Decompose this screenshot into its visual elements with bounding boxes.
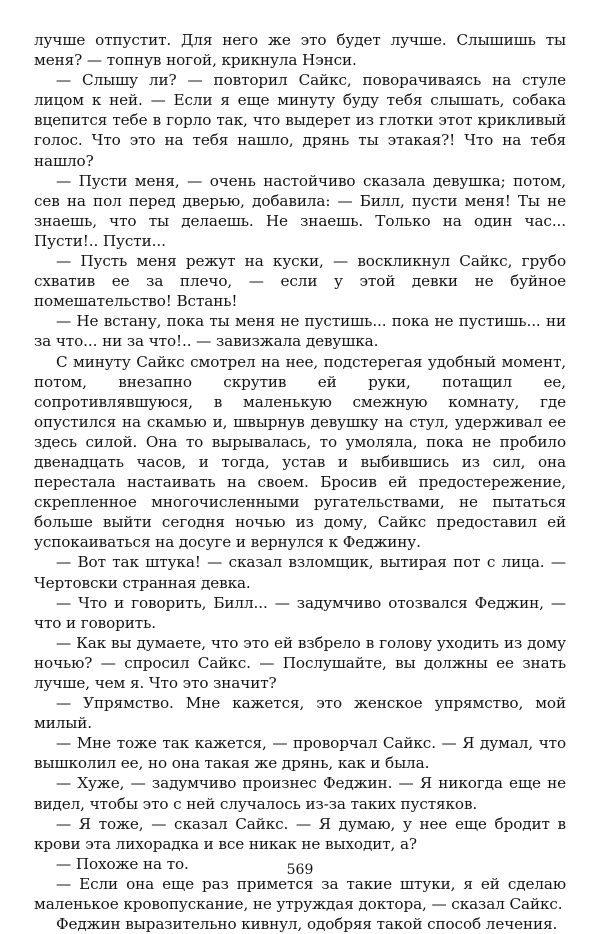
paragraph: — Если она еще раз примется за такие штуки, я ей сделаю маленькое кровопускание, не утруждая доктора, — сказал Сайкс. [34, 874, 566, 914]
paragraph: — Слышу ли? — повторил Сайкс, поворачиваясь на стуле лицом к ней. — Если я еще минуту буду тебя слышать, собака вцепится тебе в горло так, что выдерет из глотки этот крикливый голос. Что это на тебя нашло, дрянь ты этакая?! Что на тебя нашло? [34, 71, 566, 170]
paragraph: — Пусть меня режут на куски, — воскликнул Сайкс, грубо схватив ее за плечо, — если у этой девки не буйное помешательство! Встань! [34, 252, 566, 311]
paragraph: — Что и говорить, Билл... — задумчиво отозвался Феджин, — что и говорить. [34, 593, 566, 632]
paragraph: — Пусти меня, — очень настойчиво сказала девушка; потом, сев на пол перед дверью, добавила: — Билл, пусти меня! Ты не знаешь, что ты делаешь. Не знаешь. Только на один час... Пусти!.. Пусти... [34, 171, 566, 250]
paragraph: — Вот так штука! — сказал взломщик, вытирая пот с лица. — Чертовски странная девка. [34, 553, 566, 592]
paragraph: — Хуже, — задумчиво произнес Феджин. — Я никогда еще не видел, чтобы это с ней случалось из-за таких пустяков. [34, 774, 566, 813]
body-text [34, 30, 566, 934]
paragraph: Феджин выразительно кивнул, одобряя такой способ лечения. [56, 915, 558, 934]
paragraph: — Не встану, пока ты меня не пустишь... пока не пустишь... ни за что... ни за что!.. — завизжала девушка. [34, 312, 566, 351]
paragraph: С минуту Сайкс смотрел на нее, подстерегая удобный момент, потом, внезапно скрутив ей руки, потащил ее, сопротивлявшуюся, в маленькую смежную комнату, где опустился на скамью и, швырнув девушку на стул, удерживал ее здесь силой. Она то вырывалась, то умоляла, пока не пробило двенадцать часов, и тогда, устав и выбившись из сил, она перестала настаивать на своем. Бросив ей предостережение, скрепленное многочисленными ругательствами, не пытаться больше выйти сегодня ночью из дому, Сайкс предоставил ей успокаиваться на досуге и вернулся к Феджину. [34, 352, 566, 552]
paragraph-continuation: лучше отпустит. Для него же это будет лучше. Слышишь ты меня? — топнув ногой, крикнула Нэнси. [34, 31, 566, 70]
paragraph: — Я тоже, — сказал Сайкс. — Я думаю, у нее еще бродит в крови эта лихорадка и все никак не выходит, а? [34, 814, 566, 853]
paragraph: — Как вы думаете, что это ей взбрело в голову уходить из дому ночью? — спросил Сайкс. — Послушайте, вы должны ее знать лучше, чем я. Что это значит? [34, 633, 566, 692]
paragraph: — Упрямство. Мне кажется, это женское упрямство, мой милый. [34, 694, 566, 733]
page-number: 569 [286, 862, 314, 878]
paragraph: — Мне тоже так кажется, — проворчал Сайкс. — Я думал, что вышколил ее, но она такая же дрянь, как и была. [34, 734, 566, 773]
paragraph: — Похоже на то. [56, 854, 189, 873]
